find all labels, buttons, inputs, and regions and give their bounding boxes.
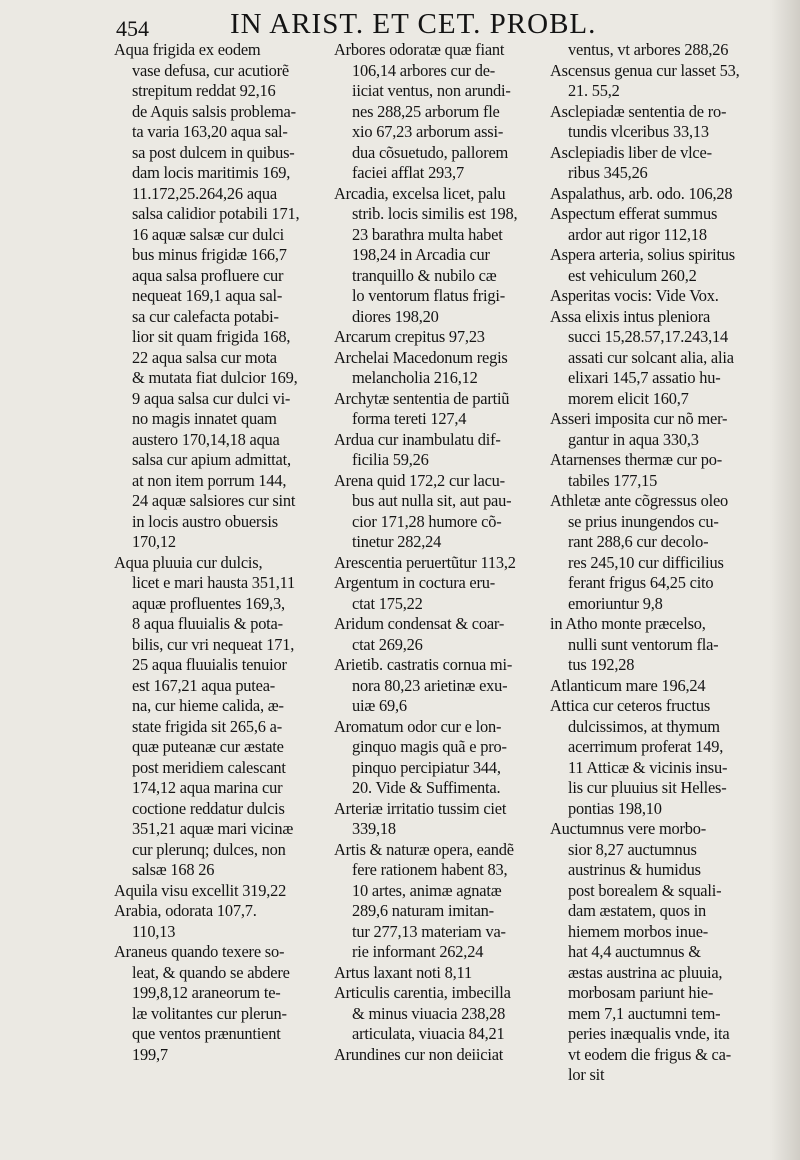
index-line: Arescentia peruertũtur 113,2 bbox=[334, 552, 516, 572]
index-column-2 bbox=[334, 40, 542, 1065]
index-line: ctat 175,22 bbox=[352, 593, 423, 613]
index-line: Asseri imposita cur nõ mer- bbox=[550, 409, 728, 428]
index-line: sa cur calefacta potabi- bbox=[132, 306, 279, 326]
index-line: morem elicit 160,7 bbox=[568, 388, 689, 408]
index-line: in locis austro obuersis bbox=[132, 511, 278, 531]
index-line: articulata, viuacia 84,21 bbox=[352, 1024, 505, 1043]
index-line: 110,13 bbox=[132, 921, 176, 941]
index-line: vt eodem die frigus & ca- bbox=[568, 1044, 731, 1064]
index-line: pinquo percipiatur 344, bbox=[352, 757, 501, 777]
index-line: est 167,21 aqua putea- bbox=[132, 675, 276, 695]
index-line: peries inæqualis vnde, ita bbox=[568, 1024, 730, 1043]
index-line: sior 8,27 auctumnus bbox=[568, 839, 697, 859]
index-line: tur 277,13 materiam va- bbox=[352, 921, 506, 941]
index-line: post meridiem calescant bbox=[132, 757, 286, 777]
index-line: Aspera arteria, solius spiritus bbox=[550, 245, 735, 264]
page-number: 454 bbox=[116, 16, 149, 41]
index-line: ctat 269,26 bbox=[352, 634, 423, 654]
index-line: Ascensus genua cur lasset 53, bbox=[550, 60, 740, 80]
index-line: æstas austrina ac pluuia, bbox=[568, 962, 723, 982]
index-line: lior sit quam frigida 168, bbox=[132, 327, 291, 346]
index-line: rie informant 262,24 bbox=[352, 942, 484, 961]
index-line: nes 288,25 arborum fle bbox=[352, 101, 500, 121]
index-line: 20. Vide & Suffimenta. bbox=[352, 778, 501, 797]
index-line: nequeat 169,1 aqua sal- bbox=[132, 286, 283, 305]
index-line: nora 80,23 arietinæ exu- bbox=[352, 675, 508, 695]
index-line: Artis & naturæ opera, eandẽ bbox=[334, 839, 514, 859]
index-line: lo ventorum flatus frigi- bbox=[352, 286, 505, 305]
index-line: 9 aqua salsa cur dulci vi- bbox=[132, 388, 291, 408]
index-line: aqua salsa profluere cur bbox=[132, 265, 284, 285]
index-line: salsa cur apium admittat, bbox=[132, 450, 291, 469]
index-line: ficilia 59,26 bbox=[352, 450, 429, 469]
index-line: læ volitantes cur plerun- bbox=[132, 1003, 287, 1023]
index-line: austero 170,14,18 aqua bbox=[132, 429, 280, 449]
index-line: Auctumnus vere morbo- bbox=[550, 819, 707, 838]
index-line: 25 aqua fluuialis tenuior bbox=[132, 655, 287, 674]
index-line: Athletæ ante cõgressus oleo bbox=[550, 491, 729, 510]
index-line: diores 198,20 bbox=[352, 306, 439, 326]
index-line: 21. 55,2 bbox=[568, 81, 620, 100]
index-line: Arteriæ irritatio tussim ciet bbox=[334, 798, 507, 818]
index-line: acerrimum proferat 149, bbox=[568, 737, 724, 756]
index-line: Artus laxant noti 8,11 bbox=[334, 962, 472, 982]
index-line: salsa calidior potabili 171, bbox=[132, 204, 300, 223]
index-line: que ventos prænuntient bbox=[132, 1024, 281, 1043]
index-line: forma tereti 127,4 bbox=[352, 409, 467, 428]
index-line: 23 barathra multa habet bbox=[352, 224, 503, 244]
index-line: Aquila visu excellit 319,22 bbox=[114, 880, 287, 900]
index-line: Archytæ sententia de partiũ bbox=[334, 388, 510, 408]
index-line: mem 7,1 auctumni tem- bbox=[568, 1003, 721, 1023]
index-line: cur plerunq; dulces, non bbox=[132, 839, 286, 859]
running-head bbox=[0, 4, 800, 44]
index-line: dulcissimos, at thymum bbox=[568, 716, 720, 736]
index-line: Aqua frigida ex eodem bbox=[114, 40, 261, 59]
running-title: IN ARIST. ET CET. PROBL. bbox=[230, 8, 597, 40]
index-line: bus aut nulla sit, aut pau- bbox=[352, 491, 512, 510]
index-line: Aridum condensat & coar- bbox=[334, 614, 505, 633]
index-line: vase defusa, cur acutiorẽ bbox=[132, 60, 290, 80]
index-line: 339,18 bbox=[352, 819, 396, 838]
index-line: ta varia 163,20 aqua sal- bbox=[132, 122, 288, 141]
index-line: Asperitas vocis: Vide Vox. bbox=[550, 286, 719, 305]
index-line: Arietib. castratis cornua mi- bbox=[334, 655, 513, 674]
index-line: 198,24 in Arcadia cur bbox=[352, 245, 490, 264]
index-line: Assa elixis intus pleniora bbox=[550, 306, 711, 326]
index-line: bus minus frigidæ 166,7 bbox=[132, 245, 287, 264]
index-line: cior 171,28 humore cõ- bbox=[352, 511, 502, 531]
index-line: 16 aquæ salsæ cur dulci bbox=[132, 224, 284, 244]
index-line: Asclepiadis liber de vlce- bbox=[550, 142, 712, 162]
index-line: 351,21 aquæ mari vicinæ bbox=[132, 819, 294, 838]
index-line: tranquillo & nubilo cæ bbox=[352, 265, 497, 285]
index-line: uiæ 69,6 bbox=[352, 696, 407, 715]
index-line: succi 15,28.57,17.243,14 bbox=[568, 327, 729, 346]
index-line: pontias 198,10 bbox=[568, 798, 662, 818]
index-line: se prius inungendos cu- bbox=[568, 511, 719, 531]
index-line: Arabia, odorata 107,7. bbox=[114, 901, 257, 920]
index-line: Aspectum efferat summus bbox=[550, 204, 718, 223]
index-line: Arbores odoratæ quæ fiant bbox=[334, 40, 505, 59]
index-line: leat, & quando se abdere bbox=[132, 962, 290, 982]
index-line: aquæ profluentes 169,3, bbox=[132, 593, 285, 613]
index-line: tabiles 177,15 bbox=[568, 470, 658, 490]
index-line: licet e mari hausta 351,11 bbox=[132, 573, 296, 592]
index-line: 170,12 bbox=[132, 532, 176, 551]
index-line: strepitum reddat 92,16 bbox=[132, 81, 276, 100]
index-column-1 bbox=[114, 40, 322, 1065]
index-line: Atarnenses thermæ cur po- bbox=[550, 450, 723, 469]
index-line: de Aquis salsis problema- bbox=[132, 101, 296, 121]
index-line: Arcarum crepitus 97,23 bbox=[334, 327, 485, 346]
index-line: Arundines cur non deiiciat bbox=[334, 1044, 504, 1064]
index-line: quæ puteanæ cur æstate bbox=[132, 737, 284, 756]
index-line: na, cur hieme calida, æ- bbox=[132, 696, 284, 715]
index-line: Aqua pluuia cur dulcis, bbox=[114, 552, 263, 572]
index-line: & mutata fiat dulcior 169, bbox=[132, 368, 298, 387]
index-line: Aromatum odor cur e lon- bbox=[334, 716, 502, 736]
index-line: 174,12 aqua marina cur bbox=[132, 778, 283, 797]
index-line: ribus 345,26 bbox=[568, 163, 648, 182]
index-line: salsæ 168 26 bbox=[132, 860, 215, 879]
index-column-3 bbox=[550, 40, 754, 1086]
index-line: ventus, vt arbores 288,26 bbox=[568, 40, 729, 59]
index-line: 199,7 bbox=[132, 1044, 168, 1064]
index-line: at non item porrum 144, bbox=[132, 470, 287, 490]
index-line: Aspalathus, arb. odo. 106,28 bbox=[550, 183, 733, 203]
index-line: faciei afflat 293,7 bbox=[352, 163, 464, 182]
index-line: 11 Atticæ & vicinis insu- bbox=[568, 757, 728, 777]
index-line: melancholia 216,12 bbox=[352, 368, 478, 387]
index-line: Attica cur ceteros fructus bbox=[550, 696, 710, 715]
index-line: ginquo magis quã e pro- bbox=[352, 737, 507, 756]
index-line: post borealem & squali- bbox=[568, 880, 722, 900]
index-line: rant 288,6 cur decolo- bbox=[568, 532, 709, 551]
index-line: 289,6 naturam imitan- bbox=[352, 901, 494, 920]
index-line: elixari 145,7 assatio hu- bbox=[568, 368, 721, 387]
index-line: tus 192,28 bbox=[568, 655, 635, 674]
index-line: Archelai Macedonum regis bbox=[334, 347, 508, 367]
index-line: lor sit bbox=[568, 1065, 605, 1084]
index-line: 199,8,12 araneorum te- bbox=[132, 983, 281, 1002]
index-line: hiemem morbos inue- bbox=[568, 921, 709, 941]
index-line: gantur in aqua 330,3 bbox=[568, 429, 699, 449]
index-line: emoriuntur 9,8 bbox=[568, 593, 663, 613]
index-line: res 245,10 cur difficilius bbox=[568, 552, 724, 572]
index-line: no magis innatet quam bbox=[132, 409, 277, 428]
index-line: Asclepiadæ sententia de ro- bbox=[550, 101, 727, 121]
index-line: ardor aut rigor 112,18 bbox=[568, 224, 707, 244]
index-line: strib. locis similis est 198, bbox=[352, 204, 518, 223]
index-line: 22 aqua salsa cur mota bbox=[132, 347, 277, 367]
index-line: iiciat ventus, non arundi- bbox=[352, 81, 511, 100]
index-line: dua cõsuetudo, pallorem bbox=[352, 142, 509, 162]
index-line: bilis, cur vri nequeat 171, bbox=[132, 634, 295, 654]
index-line: Ardua cur inambulatu dif- bbox=[334, 429, 501, 449]
index-line: nulli sunt ventorum fla- bbox=[568, 634, 719, 654]
index-line: xio 67,23 arborum assi- bbox=[352, 122, 504, 141]
index-line: dam locis maritimis 169, bbox=[132, 163, 291, 182]
index-line: Argentum in coctura eru- bbox=[334, 573, 496, 592]
index-line: coctione reddatur dulcis bbox=[132, 798, 285, 818]
index-line: Arcadia, excelsa licet, palu bbox=[334, 183, 506, 203]
index-line: hat 4,4 auctumnus & bbox=[568, 942, 701, 961]
index-line: in Atho monte præcelso, bbox=[550, 614, 706, 633]
index-line: 10 artes, animæ agnatæ bbox=[352, 880, 502, 900]
index-line: 8 aqua fluuialis & pota- bbox=[132, 614, 283, 633]
index-line: est vehiculum 260,2 bbox=[568, 265, 697, 285]
index-line: fere rationem habent 83, bbox=[352, 860, 508, 879]
index-line: dam æstatem, quos in bbox=[568, 901, 707, 920]
index-line: Arena quid 172,2 cur lacu- bbox=[334, 470, 505, 490]
page-edge-shadow bbox=[770, 0, 800, 1160]
index-line: tundis vlceribus 33,13 bbox=[568, 122, 709, 141]
index-line: sa post dulcem in quibus- bbox=[132, 142, 295, 162]
index-line: ferant frigus 64,25 cito bbox=[568, 573, 714, 592]
index-line: Araneus quando texere so- bbox=[114, 942, 285, 961]
index-line: Atlanticum mare 196,24 bbox=[550, 675, 706, 695]
index-line: Articulis carentia, imbecilla bbox=[334, 983, 511, 1002]
index-line: 24 aquæ salsiores cur sint bbox=[132, 491, 296, 510]
index-line: tinetur 282,24 bbox=[352, 532, 442, 551]
index-line: assati cur solcant alia, alia bbox=[568, 347, 734, 367]
index-line: state frigida sit 265,6 a- bbox=[132, 716, 283, 736]
index-line: austrinus & humidus bbox=[568, 860, 701, 879]
index-line: & minus viuacia 238,28 bbox=[352, 1003, 506, 1023]
index-line: lis cur pluuius sit Helles- bbox=[568, 778, 727, 797]
index-line: morbosam pariunt hie- bbox=[568, 983, 714, 1002]
index-line: 11.172,25.264,26 aqua bbox=[132, 183, 277, 203]
index-line: 106,14 arbores cur de- bbox=[352, 60, 496, 80]
